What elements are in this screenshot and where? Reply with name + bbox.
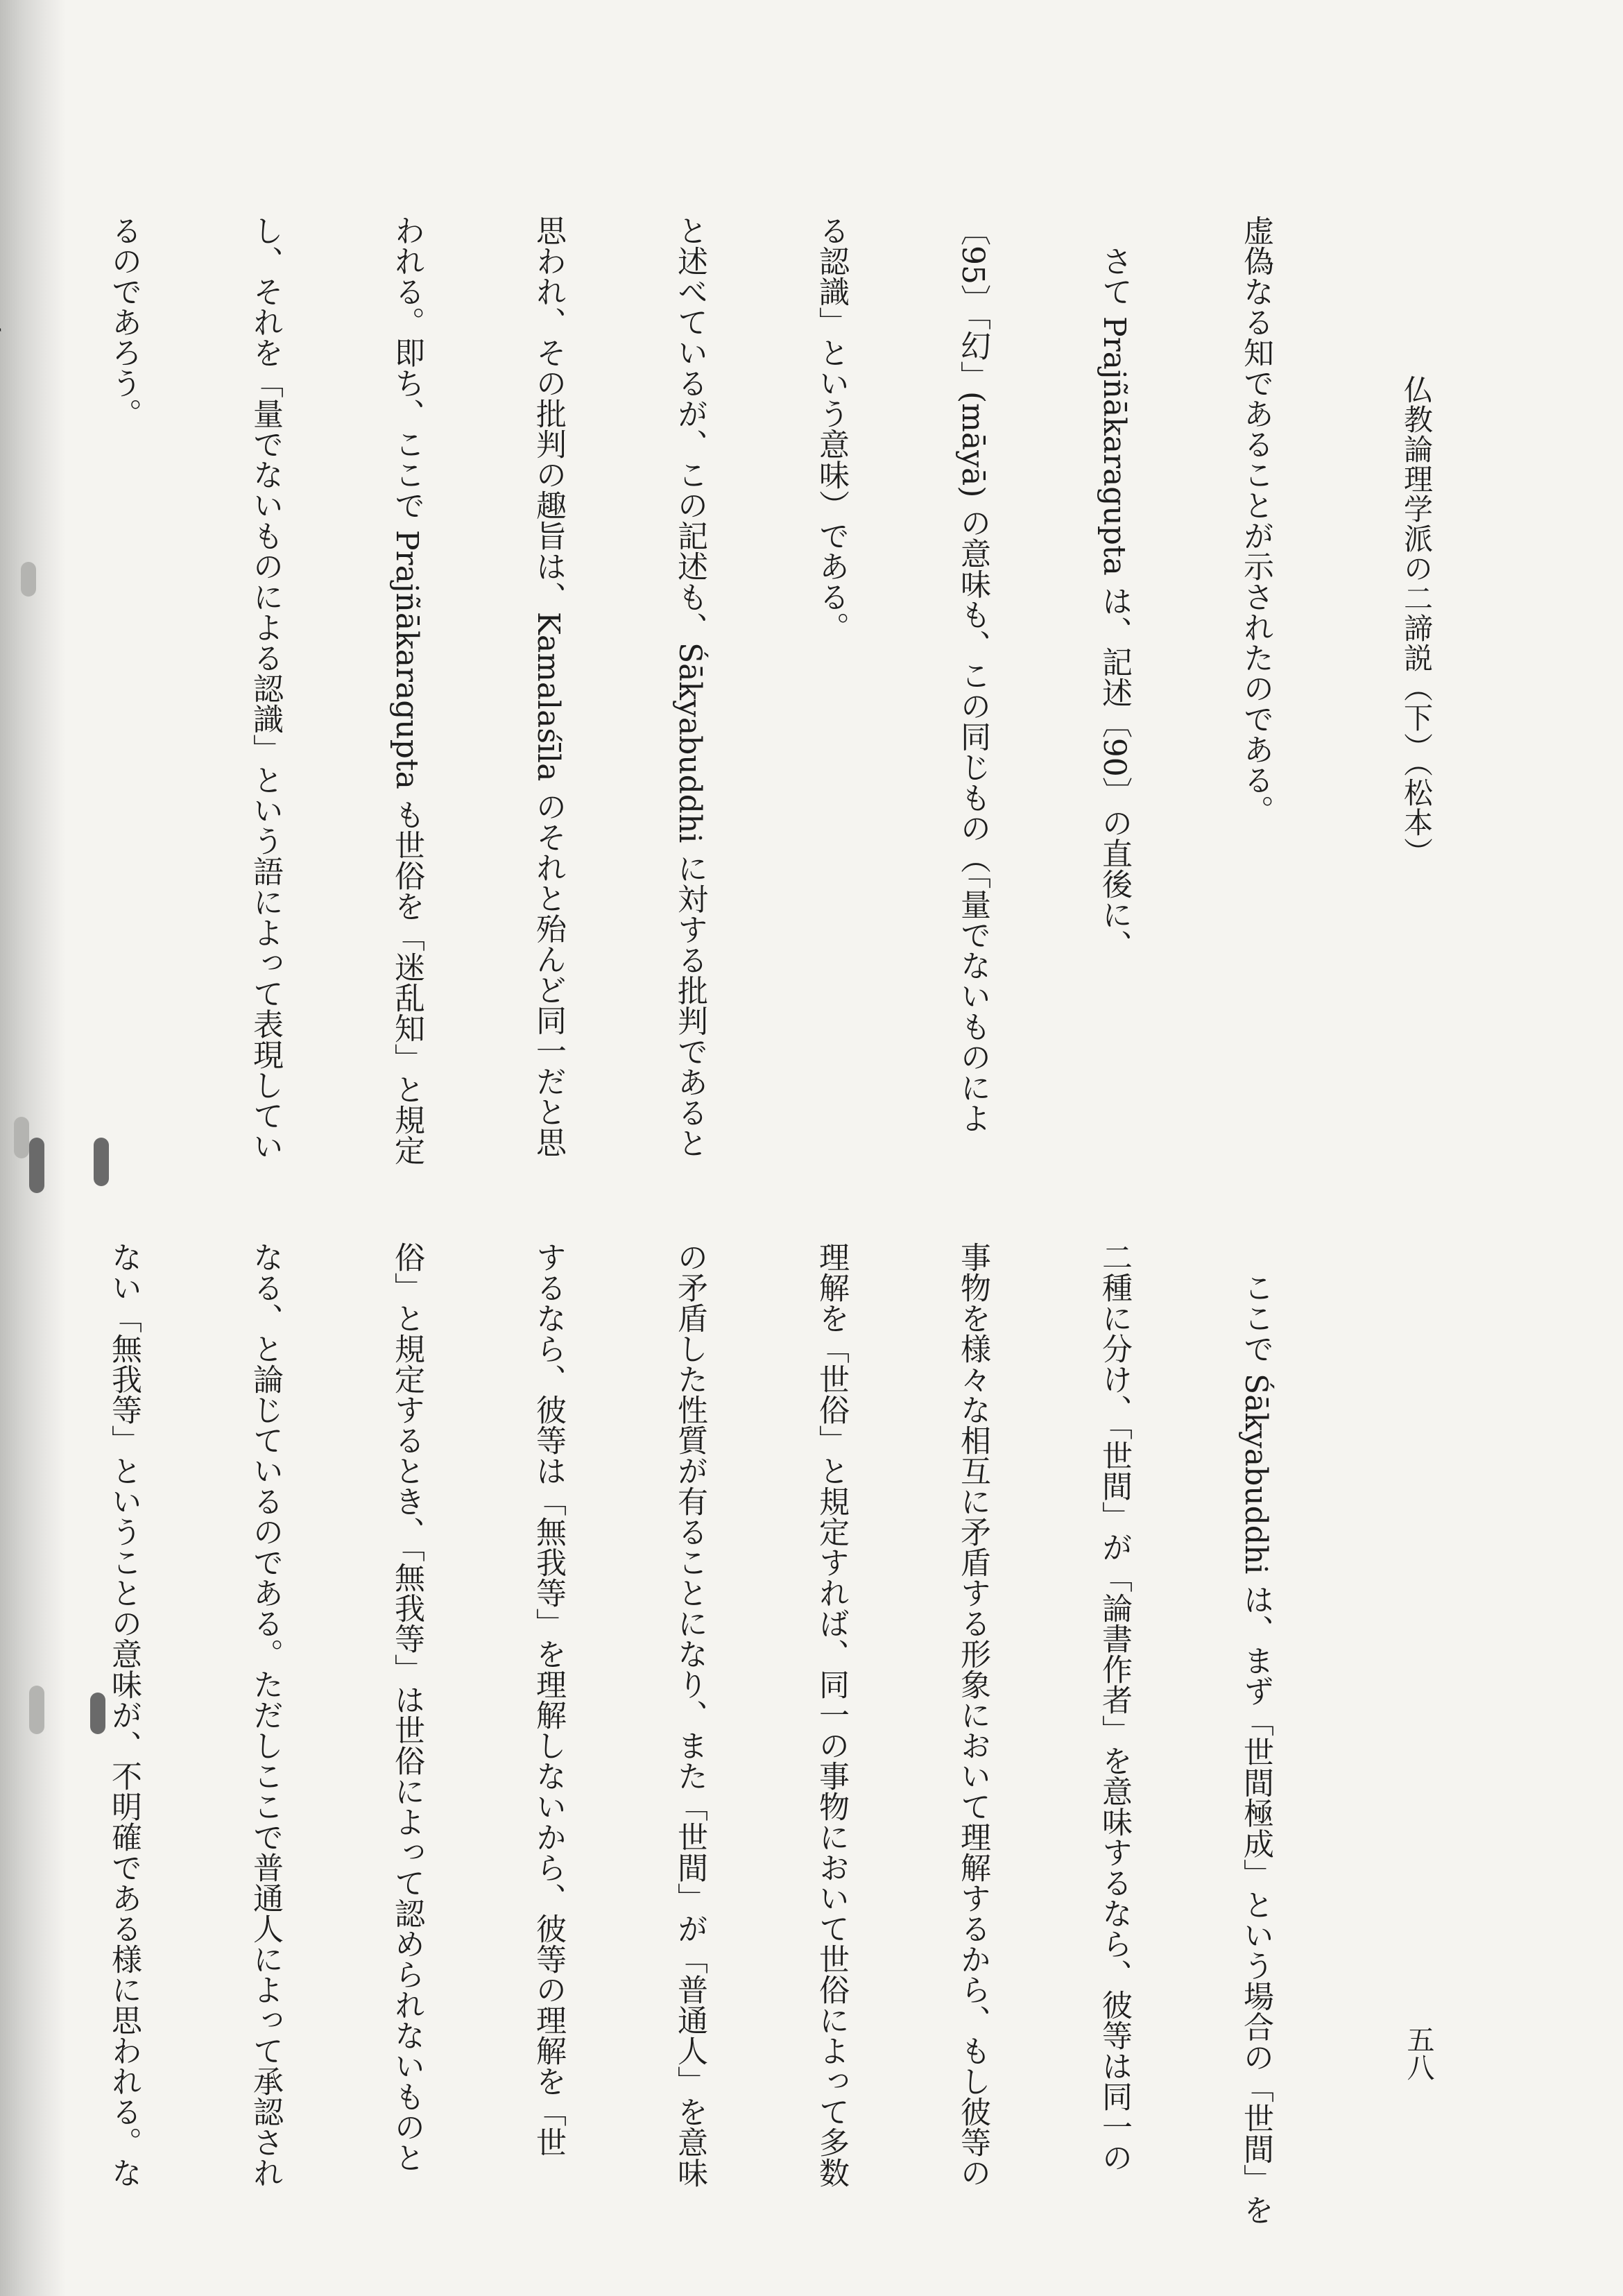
text-line: 事物を様々な相互に矛盾する形象において理解するから、もし彼等の xyxy=(955,1242,990,2188)
text-line xyxy=(0,1242,6,2213)
text-line: なる、と論じているのである。ただしここで普通人によって承認され xyxy=(248,1242,283,2188)
text-line: 俗」と規定するとき、「無我等」は世俗によって認められないものと xyxy=(389,1242,424,2173)
text-line: 理解を「世俗」と規定すれば、同一の事物において世俗によって多数 xyxy=(814,1242,849,2188)
text-line: ない「無我等」ということの意味が、不明確である様に思われる。な xyxy=(106,1242,141,2188)
text-line: われる。即ち、ここで Prajñākaragupta も世俗を「迷乱知」と規定 xyxy=(389,215,424,1165)
text-line: るのであろう。 xyxy=(106,215,141,429)
text-line: ここで Śākyabuddhi は、まず「世間極成」という場合の「世間」を xyxy=(1238,1242,1273,2225)
text-line: 〔95〕「幻」(māyā) の意味も、この同じもの（「量でないものによ xyxy=(955,215,990,1133)
text-line: 思われ、その批判の趣旨は、Kamalaśīla のそれと殆んど同一だと思 xyxy=(531,215,566,1158)
text-line: る認識」という意味）である。 xyxy=(814,215,849,642)
text-line: の矛盾した性質が有ることになり、また「世間」が「普通人」を意味 xyxy=(672,1242,707,2188)
text-line: するなら、彼等は「無我等」を理解しないから、彼等の理解を「世 xyxy=(531,1242,566,2157)
body-text-upper xyxy=(106,215,1373,1186)
body-text-lower xyxy=(106,1242,1373,2225)
running-title: 仏教論理学派の二諦説（下）（松本） xyxy=(1400,375,1434,867)
text-line: し、それを「量でないものによる認識」という語によって表現してい xyxy=(248,215,283,1161)
text-line: さて Prajñākaragupta は、記述〔90〕の直後に、 xyxy=(1097,215,1132,960)
text-line: と述べているが、この記述も、Śākyabuddhi に対する批判であると xyxy=(672,215,707,1158)
text-line: 二種に分け、「世間」が「論書作者」を意味するなら、彼等は同一の xyxy=(1097,1242,1132,2173)
text-line xyxy=(0,215,6,1186)
text-line: 虚偽なる知であることが示されたのである。 xyxy=(1238,215,1273,825)
page-number: 五八 xyxy=(1402,2025,1434,2081)
